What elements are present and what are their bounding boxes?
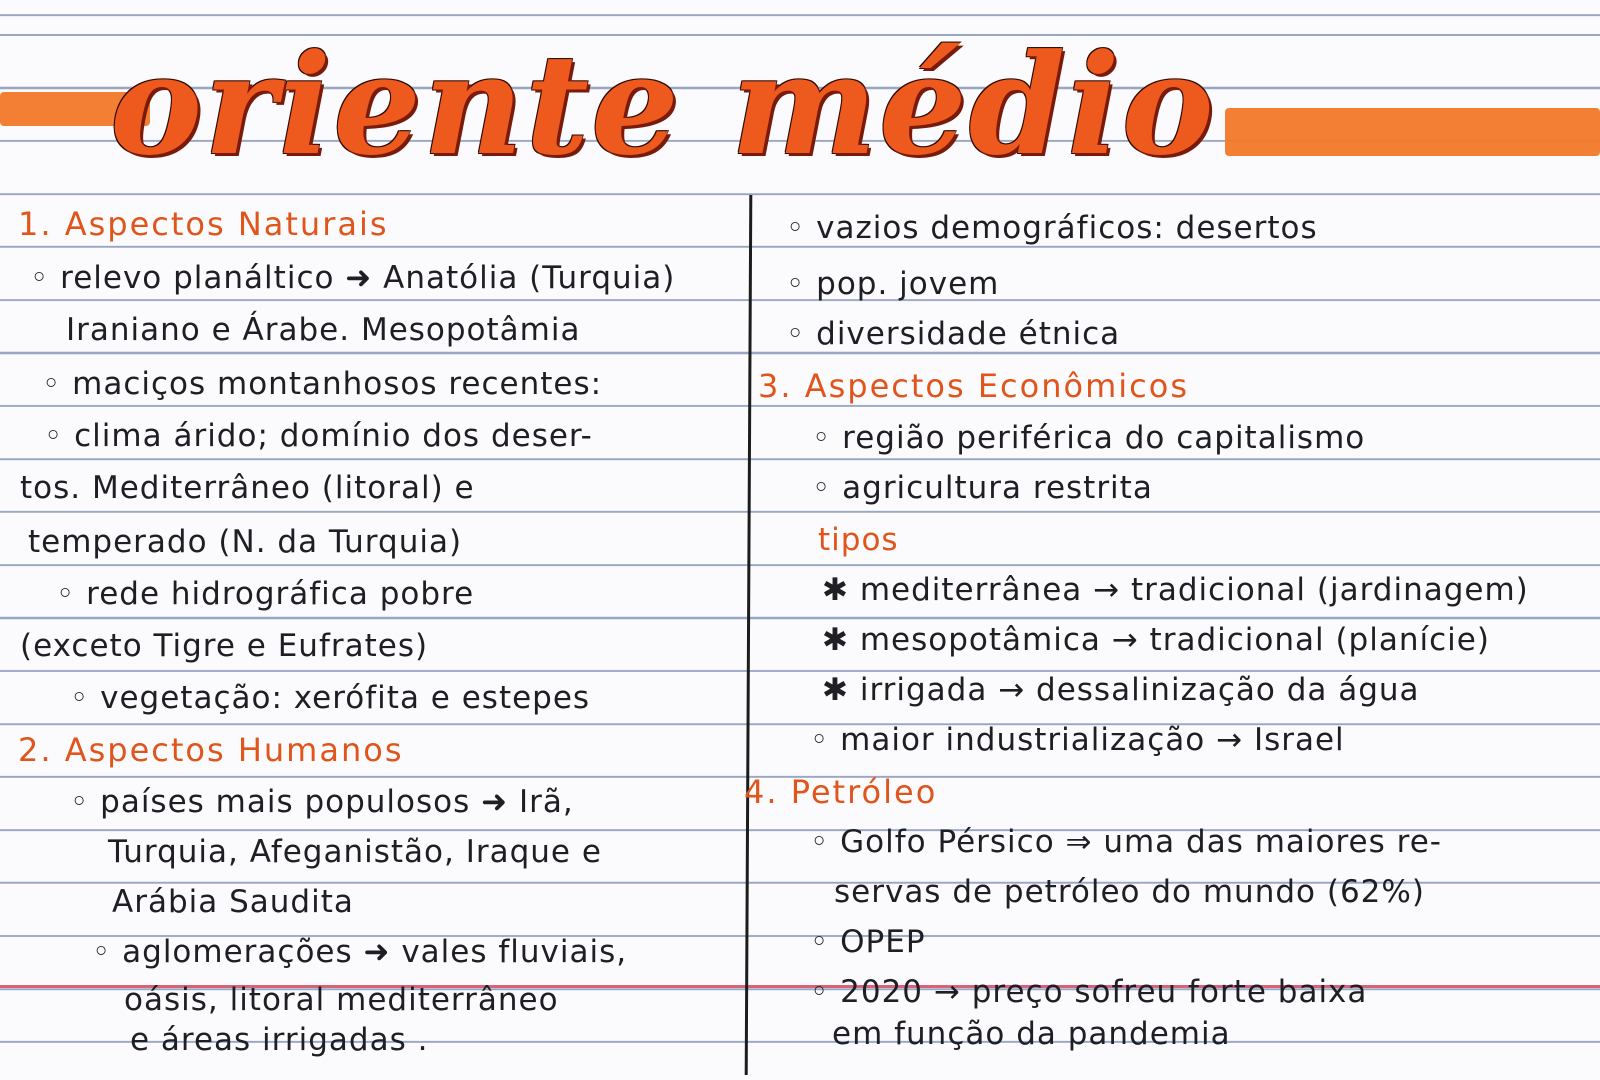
note-line: ◦ vegetação: xerófita e estepes: [70, 680, 591, 716]
note-line: ◦ países mais populosos ➜ Irã,: [70, 784, 574, 820]
note-line: ◦ pop. jovem: [786, 266, 1000, 302]
section-heading-aspectos-economicos: 3. Aspectos Econômicos: [758, 367, 1189, 405]
note-line: Iraniano e Árabe. Mesopotâmia: [66, 312, 581, 348]
note-line: oásis, litoral mediterrâneo: [124, 982, 559, 1018]
note-line: ◦ vazios demográficos: desertos: [786, 210, 1318, 246]
section-heading-aspectos-humanos: 2. Aspectos Humanos: [18, 731, 404, 769]
note-line: ◦ diversidade étnica: [786, 316, 1121, 352]
note-line: em função da pandemia: [832, 1016, 1231, 1052]
note-line: ◦ relevo planáltico ➜ Anatólia (Turquia): [30, 260, 676, 296]
note-line: ◦ OPEP: [810, 924, 926, 960]
note-line: ✱ irrigada → dessalinização da água: [822, 672, 1420, 708]
note-line: ◦ clima árido; domínio dos deser-: [44, 418, 593, 454]
note-line: ◦ maciços montanhosos recentes:: [42, 366, 603, 402]
subheading-tipos: tipos: [818, 522, 899, 558]
note-line: Arábia Saudita: [112, 884, 354, 920]
note-line: ◦ região periférica do capitalismo: [812, 420, 1366, 456]
note-line: ◦ rede hidrográfica pobre: [56, 576, 475, 612]
note-line: ◦ aglomerações ➜ vales fluviais,: [92, 934, 628, 970]
page-title: oriente médio: [110, 23, 1216, 186]
note-line: temperado (N. da Turquia): [28, 524, 463, 560]
note-line: e áreas irrigadas .: [130, 1022, 429, 1058]
note-line: ✱ mesopotâmica → tradicional (planície): [822, 622, 1490, 658]
note-line: ✱ mediterrânea → tradicional (jardinagem): [822, 572, 1529, 608]
note-line: servas de petróleo do mundo (62%): [834, 874, 1425, 910]
section-heading-petroleo: 4. Petróleo: [744, 773, 938, 811]
note-line: tos. Mediterrâneo (litoral) e: [20, 470, 475, 506]
note-line: (exceto Tigre e Eufrates): [20, 628, 429, 664]
column-divider: [745, 195, 753, 1075]
note-line: ◦ Golfo Pérsico ⇒ uma das maiores re-: [810, 824, 1442, 860]
note-line: Turquia, Afeganistão, Iraque e: [108, 834, 602, 870]
note-line: ◦ agricultura restrita: [812, 470, 1153, 506]
section-heading-aspectos-naturais: 1. Aspectos Naturais: [18, 205, 389, 243]
note-line: ◦ 2020 → preço sofreu forte baixa: [810, 974, 1368, 1010]
note-line: ◦ maior industrialização → Israel: [810, 722, 1345, 758]
highlight-stripe-right: [1225, 108, 1600, 156]
